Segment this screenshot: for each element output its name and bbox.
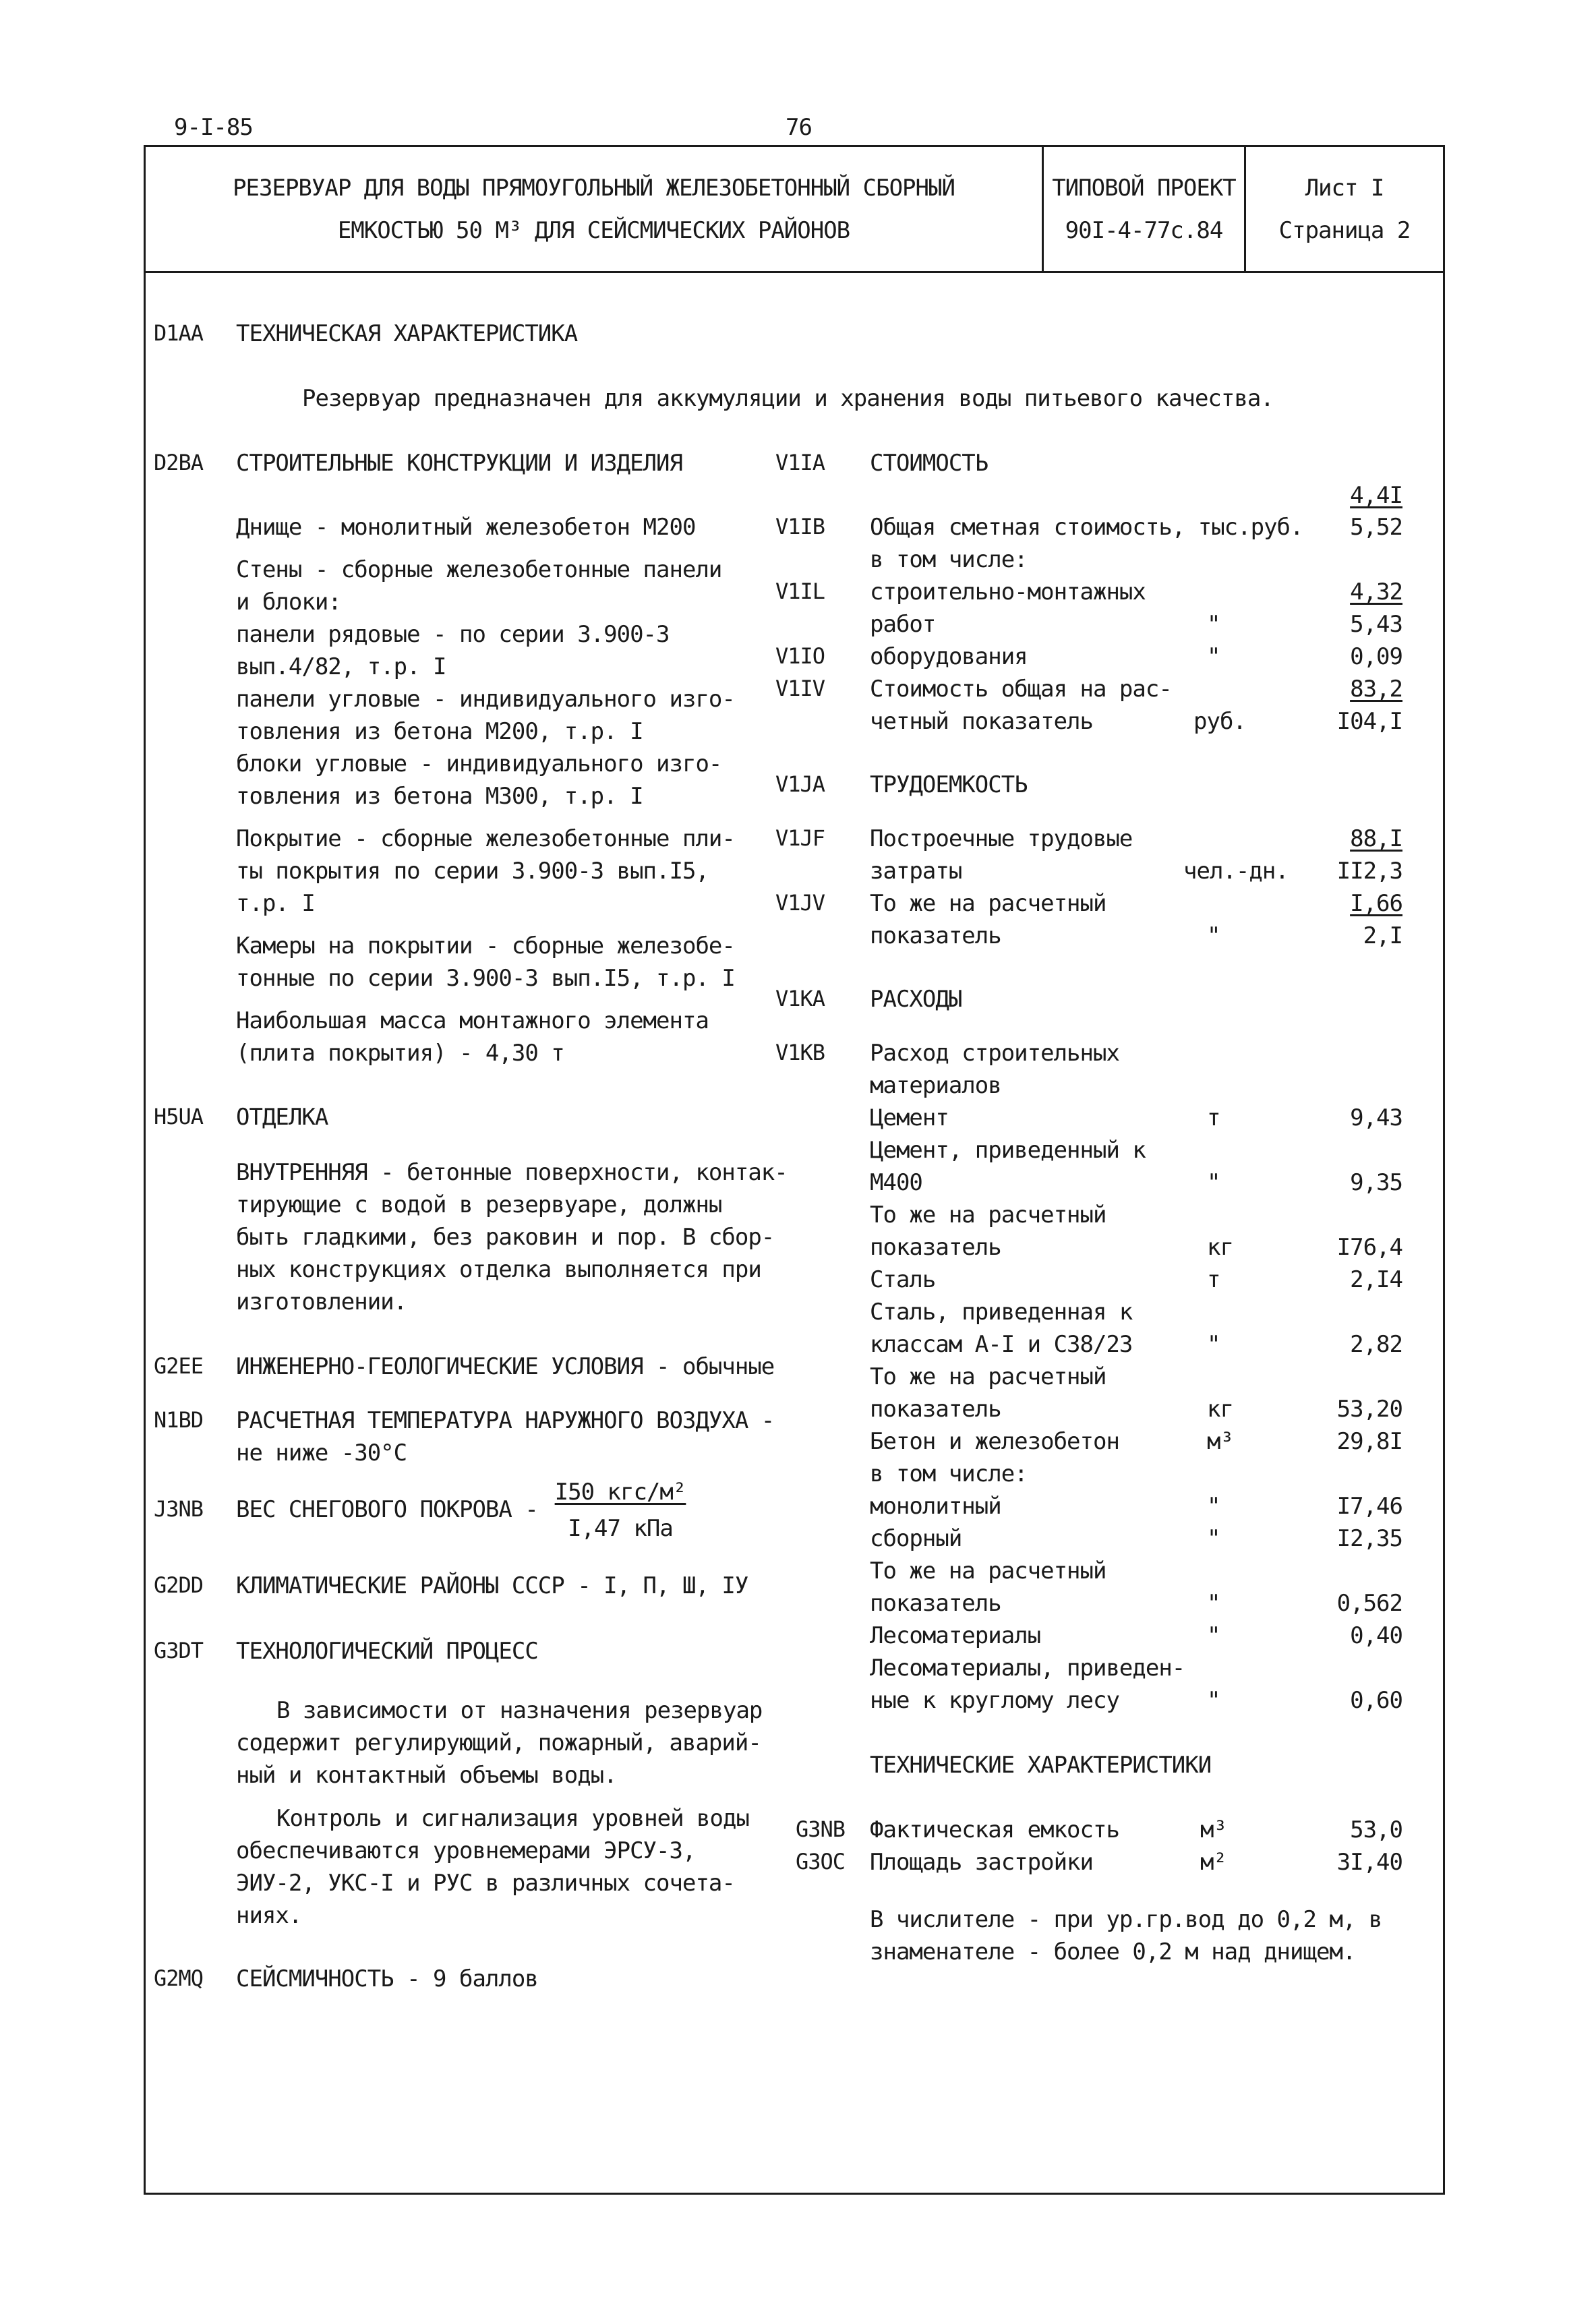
section-title-labor: ТРУДОЕМКОСТЬ — [870, 771, 1028, 798]
page-label: Страница 2 — [1278, 217, 1411, 244]
cost-construction-label-2: работ — [870, 611, 936, 638]
area-value: 3I,40 — [1336, 1849, 1402, 1876]
sheet-number: Лист I — [1305, 175, 1384, 202]
section-code-n1bd: N1BD — [154, 1407, 204, 1433]
construction-line: (плита покрытия) - 4,30 т — [236, 1040, 564, 1067]
material-unit: " — [1207, 1331, 1220, 1358]
cost-total-label: Общая сметная стоимость, тыс.руб. — [870, 514, 1303, 541]
labor-per-unit-denominator: 2,I — [1363, 922, 1402, 949]
material-label: М400 — [870, 1169, 922, 1196]
material-label: ные к круглому лесу — [870, 1687, 1119, 1714]
area-unit: м² — [1200, 1849, 1226, 1876]
material-label: Цемент — [870, 1104, 949, 1131]
construction-line: Днище - монолитный железобетон М200 — [236, 514, 696, 541]
labor-total-label: Построечные трудовые — [870, 825, 1133, 852]
geology-conditions: ИНЖЕНЕРНО-ГЕОЛОГИЧЕСКИЕ УСЛОВИЯ - обычные — [236, 1353, 775, 1380]
snow-load-label: ВЕС СНЕГОВОГО ПОКРОВА - — [236, 1496, 538, 1523]
section-code-g2mq: G2MQ — [154, 1965, 204, 1991]
cost-total-numerator: 4,4I — [1350, 482, 1402, 509]
section-title-finishing: ОТДЕЛКА — [236, 1104, 328, 1131]
area-label: Площадь застройки — [870, 1849, 1093, 1876]
footnote-line1: В числителе - при ур.гр.вод до 0,2 м, в — [870, 1906, 1382, 1933]
material-value: 0,40 — [1350, 1622, 1402, 1649]
section-title-constructions: СТРОИТЕЛЬНЫЕ КОНСТРУКЦИИ И ИЗДЕЛИЯ — [236, 450, 682, 477]
section-code-g3dt: G3DT — [154, 1638, 204, 1663]
material-value: I76,4 — [1336, 1234, 1402, 1261]
material-label: Цемент, приведенный к — [870, 1137, 1146, 1164]
material-value: 0,562 — [1336, 1590, 1402, 1617]
construction-line: вып.4/82, т.р. I — [236, 653, 446, 680]
material-value: 0,60 — [1350, 1687, 1402, 1714]
snow-load-numerator: I50 кгс/м² — [554, 1479, 686, 1506]
construction-line: панели рядовые - по серии 3.900-3 — [236, 621, 670, 648]
construction-line: блоки угловые - индивидуального изго- — [236, 750, 722, 777]
cost-equipment-label: оборудования — [870, 643, 1028, 670]
construction-line: тонные по серии 3.900-3 вып.I5, т.р. I — [236, 965, 735, 992]
finishing-line: тирующие с водой в резервуаре, должны — [236, 1191, 722, 1218]
material-unit: т — [1207, 1266, 1220, 1293]
labor-per-unit-numerator: I,66 — [1350, 890, 1402, 917]
process-line: Контроль и сигнализация уровней воды — [276, 1805, 749, 1832]
labor-total-denominator: II2,3 — [1336, 858, 1402, 885]
process-line: обеспечиваются уровнемерами ЭРСУ-3, — [236, 1837, 696, 1864]
materials-heading: Расход строительных — [870, 1040, 1119, 1067]
material-label: монолитный — [870, 1493, 1001, 1520]
design-temperature-value: не ниже -30°С — [236, 1440, 407, 1466]
construction-line: и блоки: — [236, 589, 341, 616]
row-code: V1IB — [775, 514, 825, 539]
series-code: 9-I-85 — [174, 114, 253, 141]
footnote-line2: знаменателе - более 0,2 м над днищем. — [870, 1938, 1356, 1965]
cost-total-denominator: 5,52 — [1350, 514, 1402, 541]
material-unit: " — [1207, 1687, 1220, 1714]
capacity-value: 53,0 — [1350, 1816, 1402, 1843]
construction-line: товления из бетона М300, т.р. I — [236, 783, 643, 810]
snow-load-denominator: I,47 кПа — [568, 1515, 673, 1542]
process-line: В зависимости от назначения резервуар — [276, 1697, 763, 1724]
header-col-divider-2 — [1244, 145, 1246, 273]
material-label: в том числе: — [870, 1460, 1028, 1487]
labor-per-unit-label-2: показатель — [870, 922, 1001, 949]
cost-construction-numerator: 4,32 — [1350, 579, 1402, 605]
material-unit: " — [1207, 1493, 1220, 1520]
material-unit: " — [1207, 1590, 1220, 1617]
material-label: Сталь, приведенная к — [870, 1299, 1133, 1326]
row-code: G3OC — [796, 1849, 846, 1874]
construction-line: Стены - сборные железобетонные панели — [236, 556, 722, 583]
section-code-j3nb: J3NB — [154, 1496, 204, 1522]
material-value: 2,I4 — [1350, 1266, 1402, 1293]
cost-per-unit-denominator: I04,I — [1336, 708, 1402, 735]
cost-equipment-value: 0,09 — [1350, 643, 1402, 670]
finishing-line: изготовлении. — [236, 1288, 407, 1315]
material-label: показатель — [870, 1396, 1001, 1423]
material-value: I7,46 — [1336, 1493, 1402, 1520]
material-label: Лесоматериалы, приведен- — [870, 1655, 1185, 1682]
header-col-divider-1 — [1042, 145, 1044, 273]
cost-construction-denominator: 5,43 — [1350, 611, 1402, 638]
row-code: V1IV — [775, 676, 825, 701]
finishing-line: быть гладкими, без раковин и пор. В сбор- — [236, 1224, 775, 1251]
section-code-v1ka: V1KA — [775, 986, 825, 1011]
unit-man-days: чел.-дн. — [1183, 858, 1289, 885]
material-label: Бетон и железобетон — [870, 1428, 1119, 1455]
material-unit: м³ — [1207, 1428, 1233, 1455]
cost-construction-label: строительно-монтажных — [870, 579, 1146, 605]
material-value: I2,35 — [1336, 1525, 1402, 1552]
construction-line: Наибольшая масса монтажного элемента — [236, 1007, 709, 1034]
construction-line: панели угловые - индивидуального изго- — [236, 686, 735, 713]
row-code: V1IO — [775, 643, 825, 669]
material-unit: " — [1207, 1169, 1220, 1196]
material-unit: т — [1207, 1104, 1220, 1131]
process-line: содержит регулирующий, пожарный, аварий- — [236, 1729, 761, 1756]
row-code: G3NB — [796, 1816, 846, 1842]
section-code-d1aa: D1AA — [154, 320, 204, 346]
labor-per-unit-label: То же на расчетный — [870, 890, 1106, 917]
section-code-d2ba: D2BA — [154, 450, 204, 475]
labor-total-label-2: затраты — [870, 858, 962, 885]
purpose-text: Резервуар предназначен для аккумуляции и хранения воды питьевого качества. — [302, 385, 1274, 412]
cost-per-unit-label: Стоимость общая на рас- — [870, 676, 1172, 703]
cost-per-unit-label-2: четный показатель — [870, 708, 1093, 735]
header-title-line2: ЕМКОСТЬЮ 50 М³ ДЛЯ СЕЙСМИЧЕСКИХ РАЙОНОВ — [337, 217, 850, 244]
capacity-label: Фактическая емкость — [870, 1816, 1119, 1843]
section-code-g2dd: G2DD — [154, 1572, 204, 1598]
section-code-v1ia: V1IA — [775, 450, 825, 475]
material-unit: кг — [1207, 1396, 1233, 1423]
row-code: V1IL — [775, 579, 825, 604]
material-value: 2,82 — [1350, 1331, 1402, 1358]
unit-ditto: " — [1207, 922, 1220, 949]
material-label: показатель — [870, 1590, 1001, 1617]
header-title-line1: РЕЗЕРВУАР ДЛЯ ВОДЫ ПРЯМОУГОЛЬНЫЙ ЖЕЛЕЗОБЕТОННЫЙ СБОРНЫЙ — [233, 175, 955, 202]
section-code-g2ee: G2EE — [154, 1353, 204, 1379]
construction-line: ты покрытия по серии 3.900-3 вып.I5, — [236, 858, 709, 885]
unit-ditto: " — [1207, 643, 1220, 670]
section-title-tech: ТЕХНИЧЕСКАЯ ХАРАКТЕРИСТИКА — [236, 320, 578, 347]
material-value: 9,43 — [1350, 1104, 1402, 1131]
construction-line: Покрытие - сборные железобетонные пли- — [236, 825, 735, 852]
project-code: 90I-4-77с.84 — [1065, 217, 1223, 244]
cost-per-unit-numerator: 83,2 — [1350, 676, 1402, 703]
design-temperature: РАСЧЕТНАЯ ТЕМПЕРАТУРА НАРУЖНОГО ВОЗДУХА - — [236, 1407, 775, 1434]
construction-line: Камеры на покрытии - сборные железобе- — [236, 932, 735, 959]
material-value: 29,8I — [1336, 1428, 1402, 1455]
unit-rub: руб. — [1193, 708, 1246, 735]
construction-line: т.р. I — [236, 890, 315, 917]
material-label: То же на расчетный — [870, 1363, 1106, 1390]
finishing-line: ных конструкциях отделка выполняется при — [236, 1256, 761, 1283]
climatic-regions: КЛИМАТИЧЕСКИЕ РАЙОНЫ СССР - I, П, Ш, IУ — [236, 1572, 748, 1599]
process-line: ниях. — [236, 1902, 302, 1929]
header-divider — [144, 271, 1445, 273]
capacity-unit: м³ — [1200, 1816, 1226, 1843]
row-code: V1JV — [775, 890, 825, 916]
material-label: классам А-I и С38/23 — [870, 1331, 1133, 1358]
materials-heading-2: материалов — [870, 1072, 1001, 1099]
seismicity: СЕЙСМИЧНОСТЬ - 9 баллов — [236, 1965, 538, 1992]
section-title-expenses: РАСХОДЫ — [870, 986, 962, 1013]
material-value: 53,20 — [1336, 1396, 1402, 1423]
material-unit: кг — [1207, 1234, 1233, 1261]
process-line: ный и контактный объемы воды. — [236, 1762, 617, 1789]
material-label: То же на расчетный — [870, 1202, 1106, 1228]
page-number: 76 — [786, 114, 812, 141]
material-label: Лесоматериалы — [870, 1622, 1041, 1649]
section-code-h5ua: H5UA — [154, 1104, 204, 1129]
construction-line: товления из бетона М200, т.р. I — [236, 718, 643, 745]
process-line: ЭИУ-2, УКС-I и РУС в различных сочета- — [236, 1870, 735, 1897]
row-code: V1KB — [775, 1040, 825, 1065]
labor-total-numerator: 88,I — [1350, 825, 1402, 852]
section-title-process: ТЕХНОЛОГИЧЕСКИЙ ПРОЦЕСС — [236, 1638, 538, 1665]
cost-including-label: в том числе: — [870, 546, 1028, 573]
material-unit: " — [1207, 1622, 1220, 1649]
unit-ditto: " — [1207, 611, 1220, 638]
project-label: ТИПОВОЙ ПРОЕКТ — [1052, 175, 1236, 202]
tech-characteristics-title: ТЕХНИЧЕСКИЕ ХАРАКТЕРИСТИКИ — [870, 1752, 1212, 1779]
material-value: 9,35 — [1350, 1169, 1402, 1196]
material-label: показатель — [870, 1234, 1001, 1261]
material-label: Сталь — [870, 1266, 936, 1293]
section-code-v1ja: V1JA — [775, 771, 825, 797]
material-label: сборный — [870, 1525, 962, 1552]
section-title-cost: СТОИМОСТЬ — [870, 450, 988, 477]
material-unit: " — [1207, 1525, 1220, 1552]
row-code: V1JF — [775, 825, 825, 851]
material-label: То же на расчетный — [870, 1558, 1106, 1584]
finishing-line: ВНУТРЕННЯЯ - бетонные поверхности, контак- — [236, 1159, 788, 1186]
